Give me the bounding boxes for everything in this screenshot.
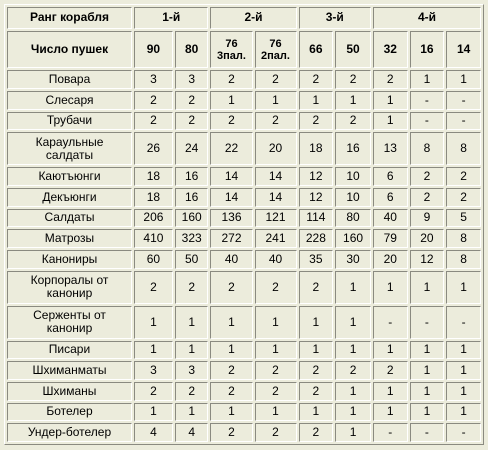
table-cell: 50: [175, 250, 209, 269]
row-label-line: Ундер-ботелер: [27, 425, 112, 440]
table-cell: 4: [175, 423, 209, 442]
table-cell: 206: [134, 209, 173, 228]
table-cell: 4: [134, 423, 173, 442]
row-label-line: Салдаты: [44, 210, 95, 225]
row-label-line: Матрозы: [44, 231, 95, 246]
row-label: [7, 167, 132, 186]
row-label-line: Трубачи: [46, 113, 93, 128]
table-cell: 1: [410, 403, 445, 422]
table-cell: 10: [335, 188, 371, 207]
rank-group-2: 2-й: [210, 7, 296, 29]
table-cell: 323: [175, 229, 209, 248]
table-cell: 2: [335, 112, 371, 131]
table-cell: 1: [299, 341, 334, 360]
table-cell: 2: [210, 361, 252, 380]
table-row: [7, 209, 481, 228]
table-cell: 2: [255, 70, 297, 89]
row-label-line: Шхиманматы: [32, 363, 107, 378]
table-cell: 1: [410, 271, 445, 304]
table-cell: -: [373, 306, 408, 339]
table-cell: 6: [373, 167, 408, 186]
table-cell: 228: [299, 229, 334, 248]
table-row: [7, 91, 481, 110]
table-cell: 1: [175, 403, 209, 422]
table-cell: 2: [446, 167, 481, 186]
gun-count-line: 50: [346, 42, 360, 57]
rank-header-row: [7, 7, 481, 29]
table-cell: 3: [134, 361, 173, 380]
table-cell: 1: [446, 271, 481, 304]
row-label-line: Каютъюнги: [38, 169, 101, 184]
table-cell: 241: [255, 229, 297, 248]
table-cell: 18: [134, 167, 173, 186]
table-cell: 1: [335, 423, 371, 442]
table-cell: 12: [299, 167, 334, 186]
row-label-line: Повара: [48, 72, 91, 87]
table-cell: 16: [175, 167, 209, 186]
table-cell: 1: [210, 403, 252, 422]
table-cell: 1: [373, 382, 408, 401]
table-cell: 2: [134, 382, 173, 401]
table-cell: 2: [299, 70, 334, 89]
gun-count-line: 32: [383, 42, 397, 57]
table-cell: 40: [373, 209, 408, 228]
table-cell: 1: [446, 403, 481, 422]
table-row: [7, 188, 481, 207]
table-cell: 2: [373, 70, 408, 89]
gun-count-line: 76: [225, 37, 238, 50]
table-cell: 2: [446, 188, 481, 207]
table-cell: 40: [210, 250, 252, 269]
table-cell: 2: [299, 361, 334, 380]
row-label-line: салдаты: [45, 147, 94, 162]
table-cell: 1: [134, 341, 173, 360]
table-row: [7, 403, 481, 422]
table-cell: 2: [255, 361, 297, 380]
table-cell: 1: [134, 403, 173, 422]
table-cell: 1: [410, 382, 445, 401]
guns-header: Число пушек: [7, 31, 132, 68]
table-cell: 20: [255, 132, 297, 165]
table-cell: -: [410, 112, 445, 131]
table-row: [7, 271, 481, 304]
table-cell: 8: [446, 132, 481, 165]
table-cell: 1: [255, 341, 297, 360]
table-cell: 2: [210, 112, 252, 131]
table-cell: 2: [175, 271, 209, 304]
table-cell: 24: [175, 132, 209, 165]
table-cell: 1: [335, 91, 371, 110]
table-cell: 1: [373, 341, 408, 360]
gun-count-header: [446, 31, 481, 68]
table-cell: 1: [373, 91, 408, 110]
table-cell: 16: [175, 188, 209, 207]
table-cell: 3: [134, 70, 173, 89]
row-label: [7, 361, 132, 380]
table-cell: 2: [255, 112, 297, 131]
row-label-line: канонир: [46, 321, 93, 336]
row-label: [7, 306, 132, 339]
gun-count-line: 16: [420, 42, 434, 57]
table-cell: 1: [134, 306, 173, 339]
table-cell: -: [446, 91, 481, 110]
rank-group-4: 4-й: [373, 7, 481, 29]
table-cell: 1: [335, 271, 371, 304]
table-cell: 1: [335, 403, 371, 422]
table-row: [7, 70, 481, 89]
table-cell: 13: [373, 132, 408, 165]
table-cell: 1: [210, 306, 252, 339]
table-cell: 1: [446, 341, 481, 360]
table-row: [7, 341, 481, 360]
gun-count-line: 2пал.: [261, 49, 290, 62]
table-cell: 12: [299, 188, 334, 207]
gun-count-header: [299, 31, 334, 68]
row-label: [7, 403, 132, 422]
table-cell: 10: [335, 167, 371, 186]
table-cell: 2: [299, 382, 334, 401]
gun-count-line: 14: [456, 42, 471, 57]
table-cell: 2: [255, 423, 297, 442]
row-label-line: Караульные: [35, 134, 104, 149]
table-row: [7, 167, 481, 186]
table-cell: 2: [335, 70, 371, 89]
table-cell: 2: [175, 112, 209, 131]
table-cell: 2: [134, 91, 173, 110]
rank-group-3: 3-й: [299, 7, 371, 29]
table-cell: 160: [335, 229, 371, 248]
table-cell: 1: [299, 403, 334, 422]
gun-count-header: [373, 31, 408, 68]
table-cell: 1: [210, 341, 252, 360]
table-cell: 121: [255, 209, 297, 228]
table-cell: 2: [255, 271, 297, 304]
gun-count-line: 80: [184, 42, 199, 57]
table-cell: 14: [255, 167, 297, 186]
table-cell: 2: [299, 423, 334, 442]
table-cell: 8: [446, 250, 481, 269]
row-label: [7, 271, 132, 304]
table-cell: 20: [410, 229, 445, 248]
table-cell: 2: [210, 382, 252, 401]
table-cell: 26: [134, 132, 173, 165]
row-label-line: Писари: [48, 342, 91, 357]
table-cell: 2: [175, 382, 209, 401]
row-label: [7, 112, 132, 131]
table-cell: 1: [210, 91, 252, 110]
table-cell: 160: [175, 209, 209, 228]
table-cell: 2: [410, 188, 445, 207]
table-cell: 8: [446, 229, 481, 248]
table-cell: 1: [373, 112, 408, 131]
table-cell: 35: [299, 250, 334, 269]
table-row: [7, 250, 481, 269]
gun-count-header: [134, 31, 173, 68]
table-cell: 410: [134, 229, 173, 248]
gun-count-header: [175, 31, 209, 68]
table-cell: 20: [373, 250, 408, 269]
row-label-line: Канониры: [41, 251, 98, 266]
gun-count-header: [255, 31, 297, 68]
table-cell: 1: [255, 403, 297, 422]
table-cell: 2: [175, 91, 209, 110]
gun-count-line: 90: [146, 42, 161, 57]
table-cell: 22: [210, 132, 252, 165]
table-cell: 2: [134, 112, 173, 131]
row-label-line: Корпоралы от: [30, 273, 109, 288]
table-cell: 16: [335, 132, 371, 165]
table-cell: -: [410, 91, 445, 110]
row-label-line: Декъюнги: [42, 189, 97, 204]
table-cell: 2: [134, 271, 173, 304]
table-cell: -: [446, 112, 481, 131]
table-cell: 14: [210, 167, 252, 186]
table-cell: 9: [410, 209, 445, 228]
row-label: [7, 188, 132, 207]
table-cell: 2: [210, 70, 252, 89]
table-cell: 1: [335, 341, 371, 360]
table-cell: 2: [299, 112, 334, 131]
table-cell: 2: [335, 361, 371, 380]
rank-group-1: 1-й: [134, 7, 208, 29]
row-label-line: Ботелер: [46, 404, 93, 419]
row-label-line: канонир: [46, 286, 93, 301]
table-cell: 1: [446, 382, 481, 401]
gun-count-line: 66: [309, 42, 323, 57]
table-cell: 8: [410, 132, 445, 165]
table-cell: 1: [335, 306, 371, 339]
table-cell: 1: [175, 341, 209, 360]
gun-count-header: [410, 31, 445, 68]
table-cell: 1: [299, 91, 334, 110]
table-cell: 1: [299, 306, 334, 339]
table-cell: 2: [373, 361, 408, 380]
table-cell: 136: [210, 209, 252, 228]
row-label: [7, 382, 132, 401]
row-label-line: Слесаря: [45, 92, 94, 107]
table-cell: 1: [446, 361, 481, 380]
table-cell: -: [446, 306, 481, 339]
table-cell: -: [410, 423, 445, 442]
table-cell: 80: [335, 209, 371, 228]
table-cell: 14: [255, 188, 297, 207]
table-row: [7, 423, 481, 442]
crew-table-body: [7, 7, 481, 442]
table-cell: 272: [210, 229, 252, 248]
table-cell: 1: [373, 271, 408, 304]
row-label: [7, 91, 132, 110]
row-label-line: Серженты от: [33, 308, 106, 323]
table-cell: 1: [335, 382, 371, 401]
table-cell: 2: [210, 423, 252, 442]
table-cell: 1: [175, 306, 209, 339]
row-label-line: Шхиманы: [42, 383, 97, 398]
table-cell: 2: [210, 271, 252, 304]
table-cell: 114: [299, 209, 334, 228]
row-label: [7, 70, 132, 89]
table-cell: 5: [446, 209, 481, 228]
table-cell: 1: [410, 70, 445, 89]
crew-table: [4, 4, 484, 445]
table-cell: -: [373, 423, 408, 442]
table-row: [7, 306, 481, 339]
table-cell: 30: [335, 250, 371, 269]
table-cell: 12: [410, 250, 445, 269]
table-cell: 60: [134, 250, 173, 269]
table-cell: 3: [175, 70, 209, 89]
table-cell: 2: [255, 382, 297, 401]
gun-count-line: 3пал.: [217, 49, 246, 62]
table-cell: 1: [410, 341, 445, 360]
gun-count-header: [210, 31, 252, 68]
table-cell: 79: [373, 229, 408, 248]
gun-count-line: 76: [269, 37, 282, 50]
row-label: [7, 423, 132, 442]
row-label: [7, 341, 132, 360]
table-cell: -: [446, 423, 481, 442]
table-cell: 18: [134, 188, 173, 207]
table-cell: -: [410, 306, 445, 339]
table-cell: 18: [299, 132, 334, 165]
table-cell: 14: [210, 188, 252, 207]
table-row: [7, 229, 481, 248]
table-cell: 1: [255, 306, 297, 339]
gun-count-header: [335, 31, 371, 68]
table-row: [7, 112, 481, 131]
table-cell: 6: [373, 188, 408, 207]
table-cell: 1: [446, 70, 481, 89]
table-cell: 1: [410, 361, 445, 380]
table-row: [7, 361, 481, 380]
rank-header: Ранг корабля: [7, 7, 132, 29]
table-cell: 1: [255, 91, 297, 110]
table-row: [7, 382, 481, 401]
table-row: [7, 132, 481, 165]
row-label: [7, 209, 132, 228]
row-label: [7, 250, 132, 269]
guns-header-row: [7, 31, 481, 68]
table-cell: 3: [175, 361, 209, 380]
row-label: [7, 132, 132, 165]
row-label: [7, 229, 132, 248]
table-cell: 2: [410, 167, 445, 186]
table-cell: 2: [299, 271, 334, 304]
table-cell: 1: [373, 403, 408, 422]
table-cell: 40: [255, 250, 297, 269]
